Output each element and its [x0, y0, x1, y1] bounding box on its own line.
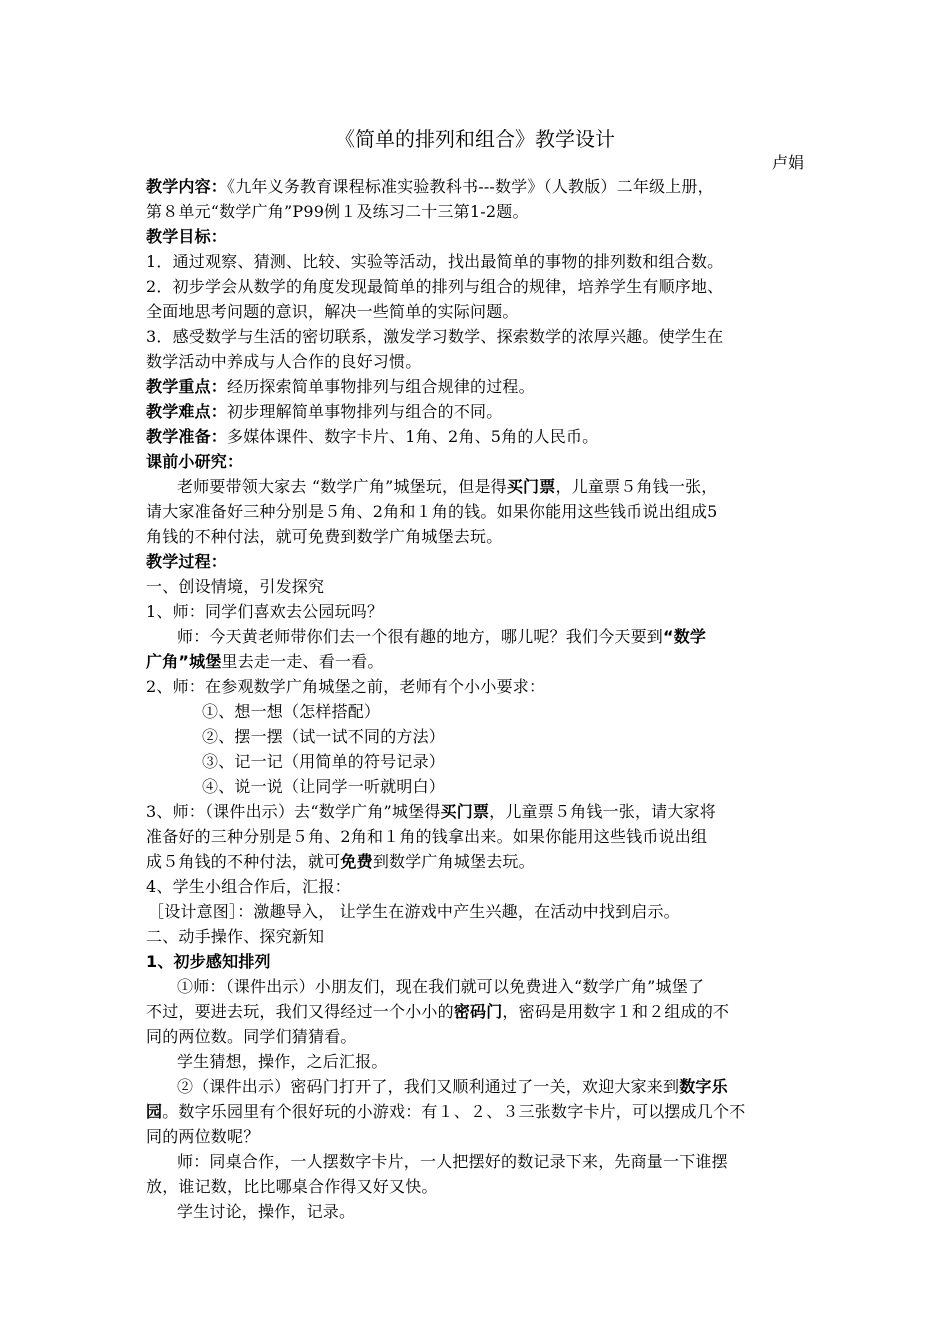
content-line-1: 教学内容：《九年义务教育课程标准实验教科书---数学》（人教版）二年级上册， — [146, 177, 714, 196]
goals-heading: 教学目标： — [146, 227, 228, 246]
research-line-3: 角钱的不种付法，就可免费到数学广角城堡去玩。 — [146, 527, 503, 546]
goal-line-3: 全面地思考问题的意识，解决一些简单的实际问题。 — [146, 302, 519, 321]
document-title: 《简单的排列和组合》教学设计 — [335, 127, 615, 151]
content-label: 教学内容： — [146, 177, 228, 196]
research-line-1: 老师要带领大家去 “数学广角”城堡玩，但是得买门票，儿童票５角钱一张， — [177, 477, 718, 496]
activity-b-line-2: 园。数字乐园里有个很好玩的小游戏：有１、２、３三张数字卡片，可以摆成几个不 — [146, 1102, 746, 1121]
goal-line-5: 数学活动中养成与人合作的良好习惯。 — [146, 352, 422, 371]
teacher-line-2: 广角”城堡里去走一走、看一看。 — [146, 652, 384, 671]
author-name: 卢娟 — [771, 153, 804, 172]
subsection-1-heading: 1、初步感知排列 — [146, 952, 271, 971]
requirement-1: ①、想一想（怎样搭配） — [202, 702, 381, 721]
difficult-point: 教学难点：初步理解简单事物排列与组合的不同。 — [146, 402, 503, 421]
difficult-label: 教学难点： — [146, 402, 228, 421]
teacher-line-1: 师：今天黄老师带你们去一个很有趣的地方，哪儿呢？我们今天要到“数学 — [177, 627, 707, 646]
research-line-2: 请大家准备好三种分别是５角、2角和１角的钱。如果你能用这些钱币说出组成5 — [146, 502, 718, 521]
question-4: 4、学生小组合作后，汇报： — [146, 877, 351, 896]
process-heading: 教学过程： — [146, 552, 228, 571]
key-label: 教学重点： — [146, 377, 228, 396]
goal-line-1: 1．通过观察、猜测、比较、实验等活动，找出最简单的事物的排列数和组合数。 — [146, 252, 724, 271]
preparation: 教学准备：多媒体课件、数字卡片、1角、2角、5角的人民币。 — [146, 427, 599, 446]
activity-a-line-2: 不过，要进去玩，我们又得经过一个小小的密码门，密码是用数字１和２组成的不 — [146, 1002, 730, 1021]
requirement-3: ③、记一记（用简单的符号记录） — [202, 752, 446, 771]
content-line-2: 第８单元“数学广角”P99例１及练习二十三第1-2题。 — [146, 202, 529, 221]
section-2-heading: 二、动手操作、探究新知 — [146, 927, 325, 946]
activity-b-line-1: ②（课件出示）密码门打开了，我们又顺利通过了一关，欢迎大家来到数字乐 — [177, 1077, 728, 1096]
activity-c-line-3: 学生讨论，操作，记录。 — [177, 1202, 356, 1221]
goal-line-2: 2．初步学会从数学的角度发现最简单的排列与组合的规律，培养学生有顺序地、 — [146, 277, 724, 296]
prep-label: 教学准备： — [146, 427, 228, 446]
section-1-heading: 一、创设情境，引发探究 — [146, 577, 325, 596]
question-3-line-3: 成５角钱的不种付法，就可免费到数学广角城堡去玩。 — [146, 852, 535, 871]
goal-line-4: 3．感受数学与生活的密切联系，激发学习数学、探索数学的浓厚兴趣。使学生在 — [146, 327, 724, 346]
activity-a-line-1: ①师：（课件出示）小朋友们，现在我们就可以免费进入“数学广角”城堡了 — [177, 977, 705, 996]
question-3-line-1: 3、师：（课件出示）去“数学广角”城堡得买门票，儿童票５角钱一张，请大家将 — [146, 802, 716, 821]
activity-c-line-1: 师：同桌合作，一人摆数字卡片，一人把摆好的数记录下来，先商量一下谁摆 — [177, 1152, 728, 1171]
activity-c-line-2: 放，谁记数，比比哪桌合作得又好又快。 — [146, 1177, 438, 1196]
activity-a-line-4: 学生猜想，操作，之后汇报。 — [177, 1052, 388, 1071]
question-3-line-2: 准备好的三种分别是５角、2角和１角的钱拿出来。如果你能用这些钱币说出组 — [146, 827, 708, 846]
question-2: 2、师：在参观数学广角城堡之前，老师有个小小要求： — [146, 677, 546, 696]
key-point: 教学重点：经历探索简单事物排列与组合规律的过程。 — [146, 377, 535, 396]
question-1: 1、师：同学们喜欢去公园玩吗？ — [146, 602, 384, 621]
research-heading: 课前小研究： — [146, 452, 244, 471]
requirement-4: ④、说一说（让同学一听就明白） — [202, 777, 446, 796]
activity-a-line-3: 同的两位数。同学们猜猜看。 — [146, 1027, 357, 1046]
activity-b-line-3: 同的两位数呢？ — [146, 1127, 260, 1146]
design-intent: ［设计意图］：激趣导入， 让学生在游戏中产生兴趣，在活动中找到启示。 — [148, 902, 680, 921]
requirement-2: ②、摆一摆（试一试不同的方法） — [202, 727, 446, 746]
